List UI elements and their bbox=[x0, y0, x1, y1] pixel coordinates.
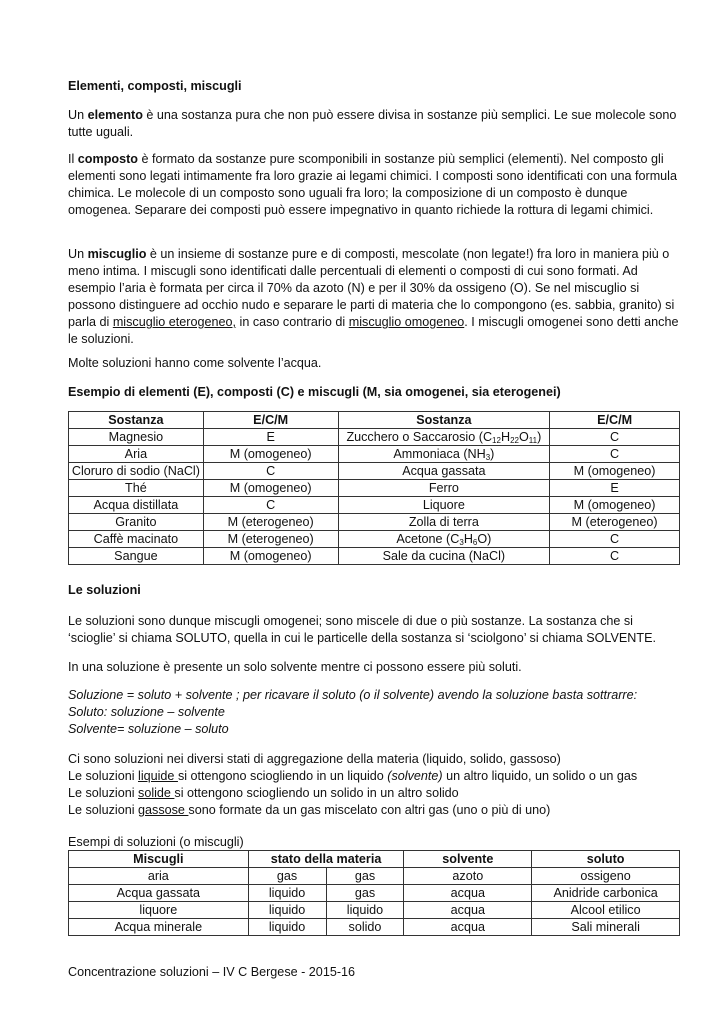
solutions-table bbox=[68, 850, 680, 936]
table-cell: Ferro bbox=[338, 480, 550, 497]
paragraph-elemento bbox=[68, 107, 680, 141]
table-cell: Cloruro di sodio (NaCl) bbox=[69, 463, 204, 480]
table-cell: acqua bbox=[404, 919, 532, 936]
stati-liquide bbox=[68, 768, 637, 785]
text: un altro liquido, un solido o un gas bbox=[442, 769, 638, 783]
table2-container bbox=[68, 850, 680, 936]
table1-title: Esempio di elementi (E), composti (C) e miscugli (M, sia omogenei, sia eterogenei) bbox=[68, 385, 561, 399]
table-cell: Magnesio bbox=[69, 429, 204, 446]
table-row bbox=[69, 463, 680, 480]
table-header: E/C/M bbox=[550, 412, 680, 429]
paragraph-acqua: Molte soluzioni hanno come solvente l’acqua. bbox=[68, 356, 322, 370]
table-cell: solido bbox=[326, 919, 404, 936]
table-header: solvente bbox=[404, 851, 532, 868]
text: in caso contrario di bbox=[236, 315, 349, 329]
stati-intro: Ci sono soluzioni nei diversi stati di aggregazione della materia (liquido, solido, gassoso) bbox=[68, 752, 561, 766]
table-cell: liquido bbox=[248, 919, 326, 936]
table-row bbox=[69, 531, 680, 548]
text: si ottengono sciogliendo in un liquido bbox=[177, 769, 388, 783]
text: si ottengono sciogliendo un solido in un altro solido bbox=[174, 786, 459, 800]
table-cell: Alcool etilico bbox=[532, 902, 680, 919]
table-cell: C bbox=[203, 497, 338, 514]
text: Un bbox=[68, 247, 88, 261]
term-solvente: (solvente) bbox=[387, 769, 443, 783]
table1-container bbox=[68, 411, 680, 565]
table-cell: E bbox=[203, 429, 338, 446]
table-cell: M (eterogeneo) bbox=[550, 514, 680, 531]
section-title-soluzioni: Le soluzioni bbox=[68, 583, 141, 597]
table-header: E/C/M bbox=[203, 412, 338, 429]
table-cell-formula: Zucchero o Saccarosio $(C_{12}H_{22}O_{11})$ bbox=[338, 429, 550, 446]
table-cell: M (omogeneo) bbox=[203, 446, 338, 463]
text: sono formate da un gas miscelato con altri gas (uno o più di uno) bbox=[188, 803, 551, 817]
table-cell: M (omogeneo) bbox=[550, 497, 680, 514]
term-solide: solide bbox=[138, 786, 175, 800]
table-header-row bbox=[69, 412, 680, 429]
table-cell: Zolla di terra bbox=[338, 514, 550, 531]
table-cell: acqua bbox=[404, 902, 532, 919]
table-cell: C bbox=[203, 463, 338, 480]
paragraph-miscuglio bbox=[68, 246, 680, 348]
table-row bbox=[69, 429, 680, 446]
table-cell-formula: Ammoniaca $(NH_3)$ bbox=[338, 446, 550, 463]
table-header: soluto bbox=[532, 851, 680, 868]
table-cell: liquido bbox=[326, 902, 404, 919]
table2-title: Esempi di soluzioni (o miscugli) bbox=[68, 835, 244, 849]
table-cell: Acqua gassata bbox=[69, 885, 249, 902]
paragraph-soluzioni-1: Le soluzioni sono dunque miscugli omogenei; sono miscele di due o più sostanze. La sostanza che si ‘scioglie’ si chiama SOLUTO, quella in cui le particelle della sostanza si ‘sciolgono’ si chiama SOLVENTE. bbox=[68, 614, 656, 645]
table-cell: C bbox=[550, 531, 680, 548]
term-liquide: liquide bbox=[138, 769, 178, 783]
table-row bbox=[69, 548, 680, 565]
table-cell: M (omogeneo) bbox=[203, 548, 338, 565]
table-cell: liquido bbox=[248, 902, 326, 919]
term-miscuglio: miscuglio bbox=[87, 247, 147, 261]
page-title: Elementi, composti, miscugli bbox=[68, 79, 242, 93]
page-footer: Concentrazione soluzioni – IV C Bergese - 2015-16 bbox=[68, 965, 356, 979]
table-cell-formula: Acetone $(C_3H_6O)$ bbox=[338, 531, 550, 548]
table-row bbox=[69, 902, 680, 919]
table-cell: Sali minerali bbox=[532, 919, 680, 936]
table-cell: liquore bbox=[69, 902, 249, 919]
table-row bbox=[69, 446, 680, 463]
table-cell: Acqua minerale bbox=[69, 919, 249, 936]
table-row bbox=[69, 868, 680, 885]
table-cell: Sangue bbox=[69, 548, 204, 565]
table-header: Miscugli bbox=[69, 851, 249, 868]
table-header: Sostanza bbox=[338, 412, 550, 429]
table-cell: gas bbox=[326, 885, 404, 902]
term-miscuglio-eterogeneo: miscuglio eterogeneo, bbox=[112, 315, 237, 329]
paragraph-soluzioni-2: In una soluzione è presente un solo solvente mentre ci possono essere più soluti. bbox=[68, 660, 522, 674]
table-row bbox=[69, 885, 680, 902]
formula-line-1: Soluzione = soluto + solvente ; per ricavare il soluto (o il solvente) avendo la soluzione basta sottrarre: bbox=[68, 688, 638, 702]
term-gassose: gassose bbox=[138, 803, 189, 817]
table-cell: Liquore bbox=[338, 497, 550, 514]
table-cell: Sale da cucina (NaCl) bbox=[338, 548, 550, 565]
table-cell: liquido bbox=[248, 885, 326, 902]
text: è formato da sostanze pure scomponibili in sostanze più semplici (elementi). Nel composto gli elementi sono legati intimamente fra loro grazie ai legami chimici. I composti sono identificati con una formula chimica. Le molecole di un composto sono uguali fra loro; la composizione di un composto è dunque omogenea. Separare dei composti può essere impegnativo in quanto richiede la rottura di legami chimici. bbox=[68, 152, 677, 217]
table-cell: M (eterogeneo) bbox=[203, 531, 338, 548]
table-header: stato della materia bbox=[248, 851, 404, 868]
stati-gassose bbox=[68, 802, 550, 819]
table-cell: gas bbox=[326, 868, 404, 885]
term-elemento: elemento bbox=[87, 108, 143, 122]
table-row bbox=[69, 480, 680, 497]
formula-line-2: Soluto: soluzione – solvente bbox=[68, 705, 225, 719]
term-miscuglio-omogeneo: miscuglio omogeneo bbox=[348, 315, 465, 329]
table-cell: M (omogeneo) bbox=[550, 463, 680, 480]
text: Le soluzioni bbox=[68, 786, 139, 800]
table-cell: C bbox=[550, 446, 680, 463]
term-composto: composto bbox=[77, 152, 138, 166]
table-cell: Aria bbox=[69, 446, 204, 463]
table-cell: azoto bbox=[404, 868, 532, 885]
formula-line-3: Solvente= soluzione – soluto bbox=[68, 722, 229, 736]
table-cell: gas bbox=[248, 868, 326, 885]
table-cell: Caffè macinato bbox=[69, 531, 204, 548]
table-row bbox=[69, 497, 680, 514]
table-cell: acqua bbox=[404, 885, 532, 902]
table-cell: Acqua distillata bbox=[69, 497, 204, 514]
text: Un bbox=[68, 108, 88, 122]
text: è un insieme di sostanze pure e di composti, mescolate (non legate!) fra loro in maniera più o meno intima. I miscugli sono identificati dalle percentuali di elementi o composti di cui sono formati. Ad esempio l’aria è formata per circa il 70% da azoto (N) e per il 30% da ossigeno (O). Se nel miscuglio si possono distinguere ad occhio nudo e separare le parti di materia che lo compongono (es. sabbia, granito) si parla di bbox=[68, 247, 675, 329]
table-cell: aria bbox=[69, 868, 249, 885]
table-cell: Anidride carbonica bbox=[532, 885, 680, 902]
table-header: Sostanza bbox=[69, 412, 204, 429]
stati-solide bbox=[68, 785, 459, 802]
text: è una sostanza pura che non può essere divisa in sostanze più semplici. Le sue molecole sono tutte uguali. bbox=[68, 108, 677, 139]
substances-table bbox=[68, 411, 680, 565]
table-cell: C bbox=[550, 429, 680, 446]
paragraph-composto bbox=[68, 151, 680, 219]
text: Le soluzioni bbox=[68, 769, 139, 783]
table-cell: M (omogeneo) bbox=[203, 480, 338, 497]
table-cell: ossigeno bbox=[532, 868, 680, 885]
table-cell: C bbox=[550, 548, 680, 565]
text: Le soluzioni bbox=[68, 803, 139, 817]
table-cell: Thé bbox=[69, 480, 204, 497]
table-cell: Granito bbox=[69, 514, 204, 531]
text: . I miscugli omogenei sono detti anche le soluzioni. bbox=[68, 315, 679, 346]
table-header-row bbox=[69, 851, 680, 868]
table-cell: Acqua gassata bbox=[338, 463, 550, 480]
table-row bbox=[69, 514, 680, 531]
text: Il bbox=[68, 152, 78, 166]
table-cell: E bbox=[550, 480, 680, 497]
table-cell: M (eterogeneo) bbox=[203, 514, 338, 531]
table-row bbox=[69, 919, 680, 936]
